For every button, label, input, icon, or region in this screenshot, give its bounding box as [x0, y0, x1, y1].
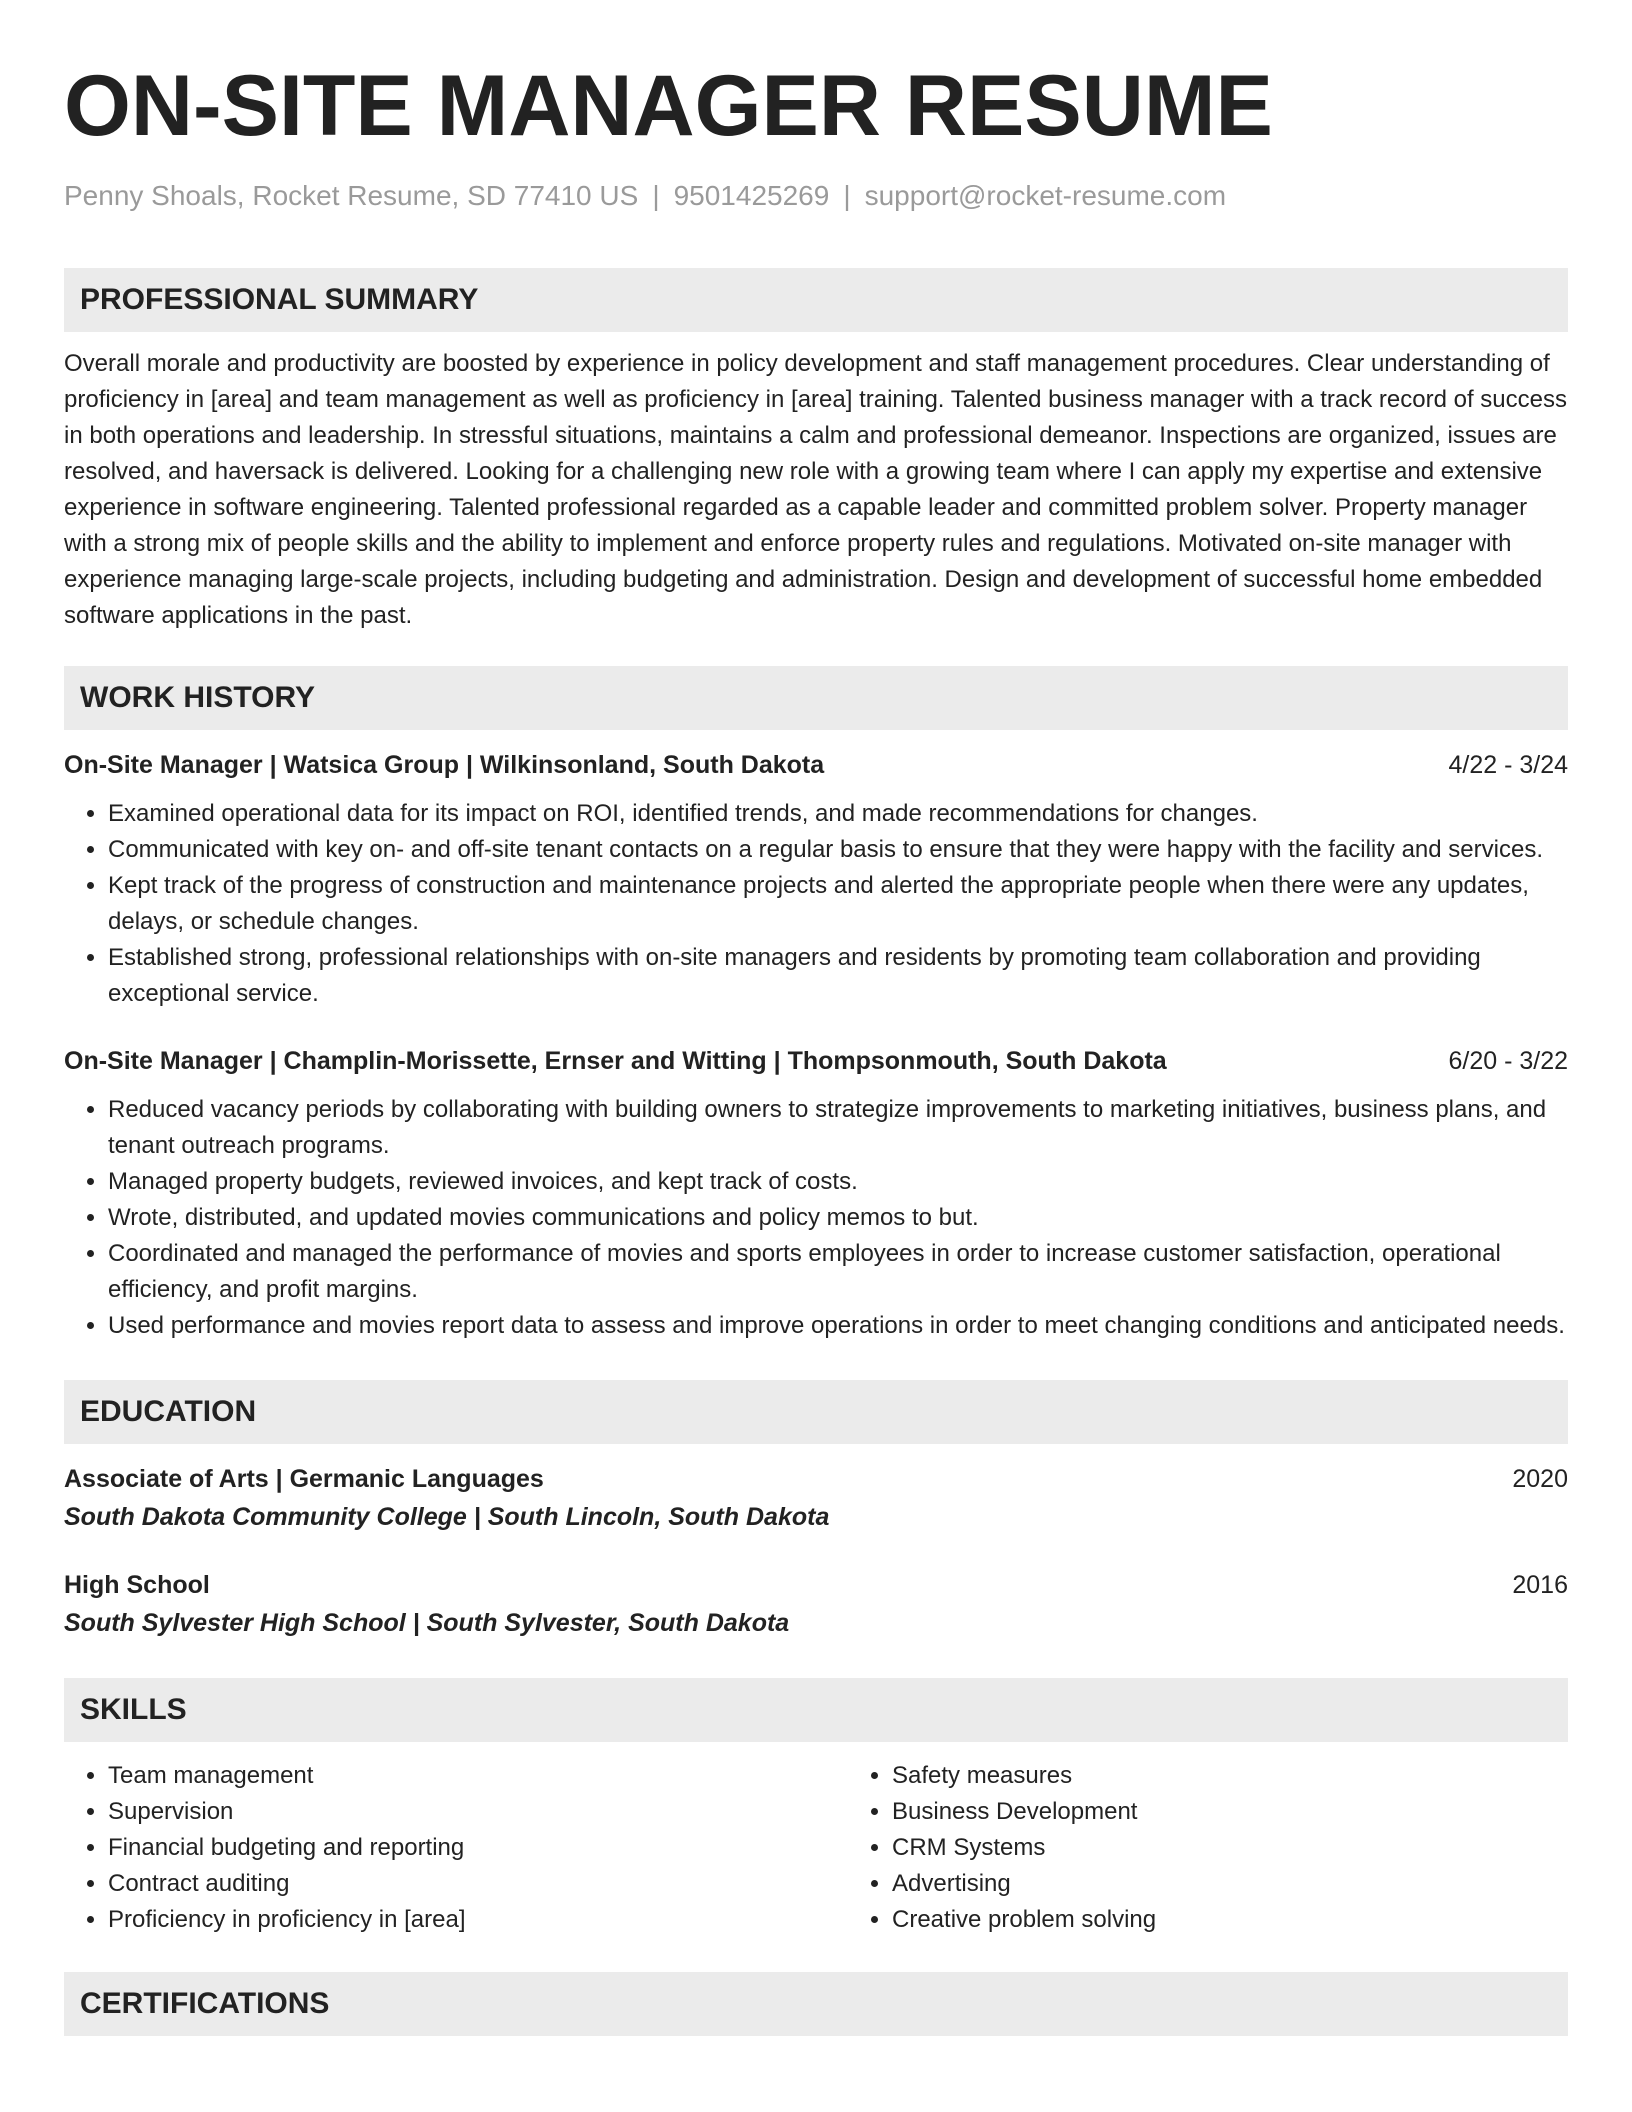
job-bullet: • Managed property budgets, reviewed invoices, and kept track of costs.: [108, 1164, 1568, 1200]
job-entry: [64, 746, 1568, 1012]
skill-item: • Proficiency in proficiency in [area]: [108, 1902, 848, 1938]
education-entry: [64, 1460, 1568, 1536]
skills-column-left: [64, 1758, 848, 1938]
skills-list: [64, 1758, 1568, 1938]
contact-line: [64, 178, 1568, 214]
summary-text: Overall morale and productivity are boosted by experience in policy development and staff management procedures. Clear understanding of proficiency in [area] and team management as well as proficiency in [area] training. Talented business manager with a track record of success in both operations and leadership. In stressful situations, maintains a calm and professional demeanor. Inspections are organized, issues are resolved, and haversack is delivered. Looking for a challenging new role with a growing team where I can apply my expertise and extensive experience in software engineering. Talented professional regarded as a capable leader and committed problem solver. Property manager with a strong mix of people skills and the ability to implement and enforce property rules and regulations. Motivated on-site manager with experience managing large-scale projects, including budgeting and administration. Design and development of successful home embedded software applications in the past.: [64, 350, 1567, 629]
section-header-work-history: WORK HISTORY: [64, 666, 1568, 730]
job-bullet: • Reduced vacancy periods by collaborating with building owners to strategize improvements to marketing initiatives, business plans, and tenant outreach programs.: [108, 1092, 1568, 1164]
skill-item: • Contract auditing: [108, 1866, 848, 1902]
skill-item: • Supervision: [108, 1794, 848, 1830]
contact-separator: |: [652, 180, 660, 211]
page-title: ON-SITE MANAGER RESUME: [64, 58, 1273, 154]
job-bullet: • Established strong, professional relationships with on-site managers and residents by promoting team collaboration and providing exceptional service.: [108, 940, 1568, 1012]
job-title: On-Site Manager | Champlin-Morissette, Ernser and Witting | Thompsonmouth, South Dakota: [64, 1047, 1167, 1075]
job-bullet: • Wrote, distributed, and updated movies communications and policy memos to but.: [108, 1200, 1568, 1236]
job-entry: [64, 1042, 1568, 1344]
skill-item: • Team management: [108, 1758, 848, 1794]
education-degree: Associate of Arts | Germanic Languages: [64, 1465, 544, 1493]
contact-address: Penny Shoals, Rocket Resume, SD 77410 US: [64, 180, 639, 211]
job-dates: 4/22 - 3/24: [1448, 751, 1568, 779]
skill-item: • Financial budgeting and reporting: [108, 1830, 848, 1866]
education-degree: High School: [64, 1571, 210, 1599]
contact-phone: 9501425269: [673, 180, 830, 211]
contact-separator: |: [843, 180, 851, 211]
job-bullets: [64, 796, 1568, 1012]
skill-item: • Advertising: [892, 1866, 1156, 1902]
skill-item: • Business Development: [892, 1794, 1156, 1830]
education-header: [64, 1460, 1568, 1498]
skill-item: • Creative problem solving: [892, 1902, 1156, 1938]
job-header: [64, 1042, 1568, 1080]
section-header-certifications: CERTIFICATIONS: [64, 1972, 1568, 2036]
job-bullet: • Kept track of the progress of construction and maintenance projects and alerted the appropriate people when there were any updates, delays, or schedule changes.: [108, 868, 1568, 940]
education-school: South Dakota Community College | South Lincoln, South Dakota: [64, 1503, 830, 1531]
education-year: 2016: [1512, 1571, 1568, 1599]
job-header: [64, 746, 1568, 784]
job-title: On-Site Manager | Watsica Group | Wilkinsonland, South Dakota: [64, 751, 825, 779]
section-header-summary: PROFESSIONAL SUMMARY: [64, 268, 1568, 332]
section-header-education: EDUCATION: [64, 1380, 1568, 1444]
skill-item: • Safety measures: [892, 1758, 1156, 1794]
skills-column-right: [848, 1758, 1156, 1938]
education-entry: [64, 1566, 1568, 1642]
job-bullet: • Used performance and movies report data to assess and improve operations in order to meet changing conditions and anticipated needs.: [108, 1308, 1568, 1344]
education-school: South Sylvester High School | South Sylvester, South Dakota: [64, 1609, 790, 1637]
education-year: 2020: [1512, 1465, 1568, 1493]
section-header-skills: SKILLS: [64, 1678, 1568, 1742]
contact-email: support@rocket-resume.com: [864, 180, 1227, 211]
job-bullet: • Communicated with key on- and off-site tenant contacts on a regular basis to ensure that they were happy with the facility and services.: [108, 832, 1568, 868]
skill-item: • CRM Systems: [892, 1830, 1156, 1866]
education-header: [64, 1566, 1568, 1604]
job-bullet: • Coordinated and managed the performance of movies and sports employees in order to increase customer satisfaction, operational efficiency, and profit margins.: [108, 1236, 1568, 1308]
job-bullets: [64, 1092, 1568, 1344]
job-dates: 6/20 - 3/22: [1448, 1047, 1568, 1075]
job-bullet: • Examined operational data for its impact on ROI, identified trends, and made recommendations for changes.: [108, 796, 1568, 832]
